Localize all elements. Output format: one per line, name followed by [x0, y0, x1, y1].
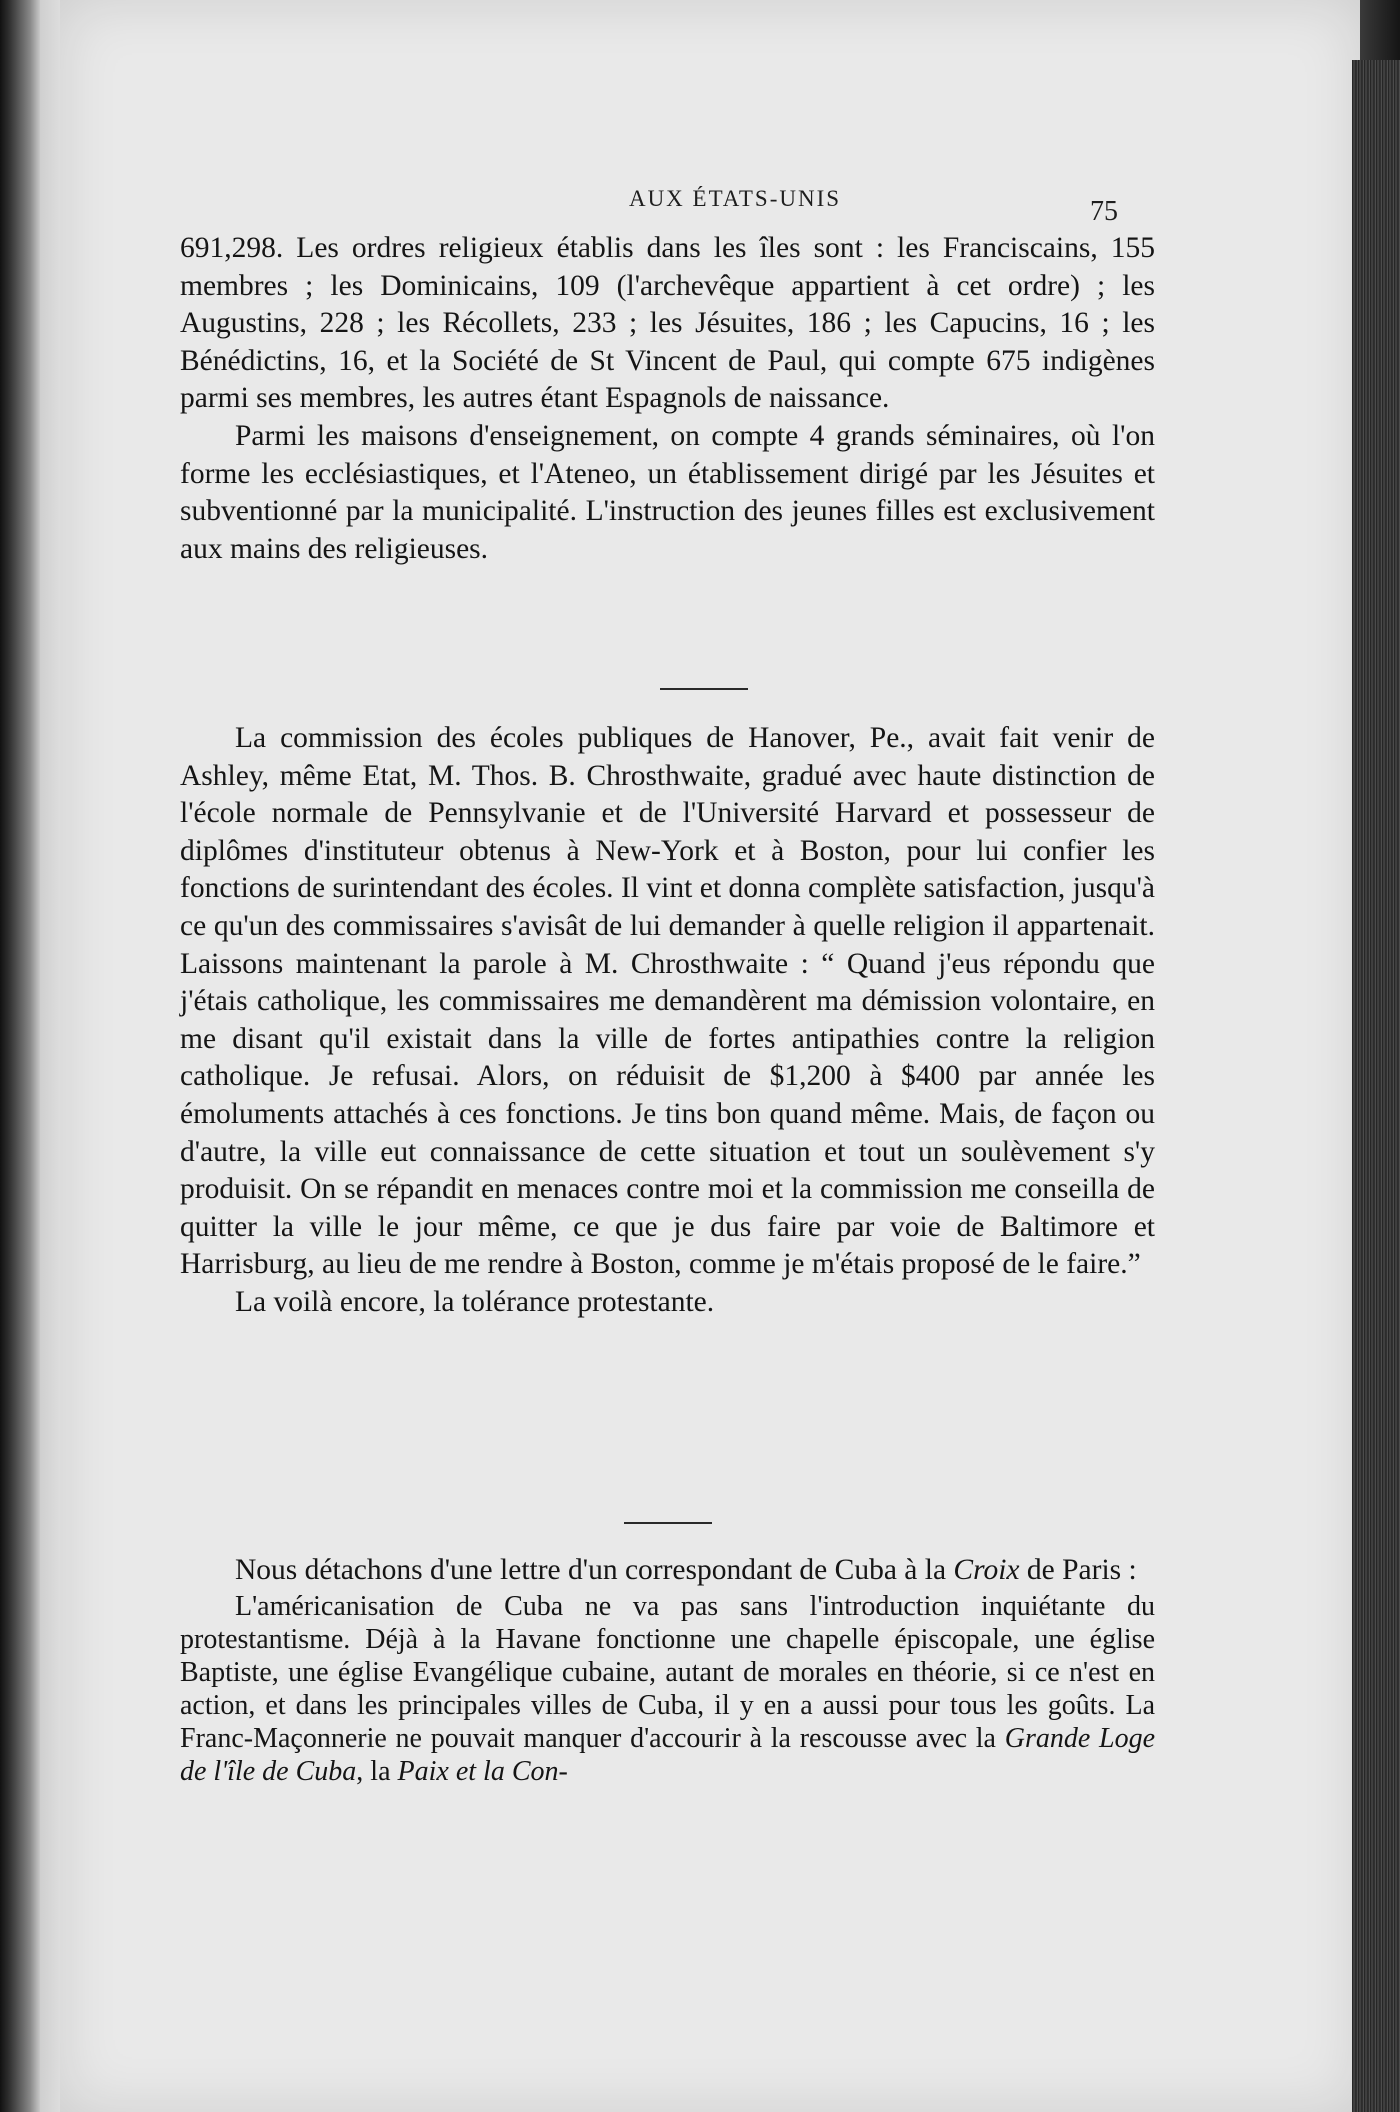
cuba-intro-end: de Paris :: [1026, 1554, 1137, 1586]
paragraph-education: Parmi les maisons d'enseignement, on compte 4 grands séminaires, où l'on forme les ecclésiastiques, et l'Ateneo, un établissement dirigé par les Jésuites et subventionné par la municipalité. L'instruction des jeunes filles est exclusivement aux mains des religieuses.: [180, 419, 1155, 565]
quote-americanisation: [180, 1590, 1155, 1788]
book-page: [60, 0, 1360, 2112]
lodge-name: Grande Loge de l'île de Cuba: [180, 1722, 1156, 1787]
cuba-intro-text: Nous détachons d'une lettre d'un correspondant de Cuba à la: [235, 1554, 947, 1586]
page-number: 75: [1090, 196, 1118, 227]
paragraph-cuba-intro: [180, 1552, 1155, 1590]
text-block-religious-orders: [180, 230, 1155, 568]
text-block-hanover: [180, 720, 1155, 1322]
lodge-name-con: Con-: [511, 1755, 568, 1787]
text-block-cuba: [180, 1552, 1155, 1788]
section-divider: [660, 688, 748, 690]
newspaper-title-croix: Croix: [953, 1554, 1020, 1586]
running-head: AUX ÉTATS-UNIS: [628, 186, 842, 211]
lodge-name-paix: Paix et la: [397, 1755, 505, 1787]
book-gutter: [0, 0, 40, 2112]
section-divider: [624, 1522, 712, 1524]
quote-connector: , la: [356, 1755, 391, 1787]
paragraph-religious-orders: 691,298. Les ordres religieux établis dans les îles sont : les Franciscains, 155 membres ; les Dominicains, 109 (l'archevêque appartient à cet ordre) ; les Augustins, 228 ; les Récollets, 233 ; les Jésuites, 186 ; les Capucins, 16 ; les Bénédictins, 16, et la Société de St Vincent de Paul, qui compte 675 indigènes parmi ses membres, les autres étant Espagnols de naissance.: [180, 232, 1155, 415]
page-edges: [1352, 60, 1400, 2112]
quote-text: L'américanisation de Cuba ne va pas sans l'introduction inquiétante du protestantisme. Déjà à la Havane fonctionne une chapelle épiscopale, une église Baptiste, une église Evangélique cubaine, autant de morales en théorie, si ce n'est en action, et dans les principales villes de Cuba, il y en a aussi pour tous les goûts. La Franc-Maçonnerie ne pouvait manquer d'accourir à la rescousse avec la: [180, 1590, 1155, 1754]
paragraph-tolerance: La voilà encore, la tolérance protestante.: [235, 1285, 715, 1318]
paragraph-hanover-commission: La commission des écoles publiques de Hanover, Pe., avait fait venir de Ashley, même Etat, M. Thos. B. Chrosthwaite, gradué avec haute distinction de l'école normale de Pennsylvanie et de l'Université Harvard et possesseur de diplômes d'instituteur obtenus à New-York et à Boston, pour lui confier les fonctions de surintendant des écoles. Il vint et donna complète satisfaction, jusqu'à ce qu'un des commissaires s'avisât de lui demander à quelle religion il appartenait. Laissons maintenant la parole à M. Chrosthwaite : “ Quand j'eus répondu que j'étais catholique, les commissaires me demandèrent ma démission volontaire, en me disant qu'il existait dans la ville de fortes antipathies contre la religion catholique. Je refusai. Alors, on réduisit de $1,200 à $400 par année les émoluments attachés à ces fonctions. Je tins bon quand même. Mais, de façon ou d'autre, la ville eut connaissance de cette situation et tout un soulèvement s'y produisit. On se répandit en menaces contre moi et la commission me conseilla de quitter la ville le jour même, ce que je dus faire par voie de Baltimore et Harrisburg, au lieu de me rendre à Boston, comme je m'étais proposé de le faire.”: [180, 722, 1155, 1281]
